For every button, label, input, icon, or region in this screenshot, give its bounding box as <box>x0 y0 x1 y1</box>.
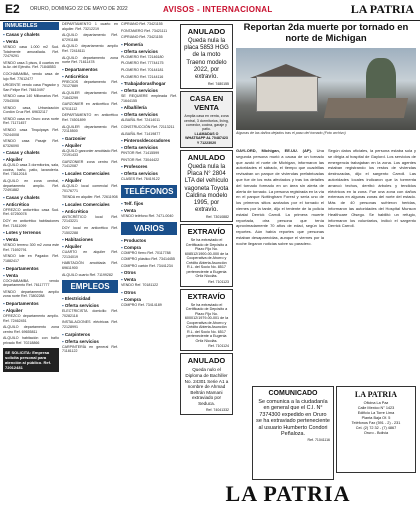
classified-ad: PLOMERO Ref. 77744175 <box>121 61 164 66</box>
classified-ad: ANTICRÉTICO local Ref. 72143221 <box>62 214 118 224</box>
subcategory: ▪ Anticrético <box>3 202 59 207</box>
classified-ad: VENDO casa 140 Millonarios Ref. 72543006 <box>3 94 59 103</box>
ad-list <box>62 80 118 134</box>
office-line: Oficina La Paz <box>363 401 389 405</box>
classified-ad: CLASES Ref. 76419122 <box>121 177 160 182</box>
subcategory: ▪ Otros <box>121 290 177 295</box>
classified-ad: ALQUILER departamento Ref. 71843299 <box>62 90 118 100</box>
ad-list <box>62 309 118 329</box>
ad-list <box>62 22 118 65</box>
classified-ad: VENDO terreno 300 m2 zona este Ref. 71692791 <box>3 243 59 252</box>
classified-ad: PLOMERO Ref. 72144116 <box>121 74 164 79</box>
ad-list <box>3 163 59 193</box>
ad-list <box>121 283 177 288</box>
notice-title: EXTRAVÍO <box>187 227 226 237</box>
classified-ad: PINTOR Ref. 71415599 <box>121 151 160 156</box>
notice-ref: Ref. 7101123 <box>208 279 229 284</box>
subcategory: ▪ Venta <box>3 237 59 242</box>
ad-list <box>62 345 118 354</box>
classified-ad: VENDO casa, Urbanización Cordón Cruz Ref. 69632117 <box>3 105 59 115</box>
section-banner-varios: VARIOS <box>121 222 177 235</box>
classified-ad: CUARTO en alquiler Ref. 72134019 <box>62 250 118 259</box>
notice-ref: Ref. 7480155 <box>207 82 229 87</box>
classified-ad: ALQUILO habitación con baño privado Ref. 70218866 <box>3 336 59 345</box>
classified-ad: HABITACIÓN amoblada Ref. 69611900 <box>62 261 118 270</box>
classified-ad: ALBAÑIL Ref. 72414011 <box>121 118 160 123</box>
ad-list <box>121 22 177 40</box>
notices-column <box>180 22 233 509</box>
classified-ad: COMPRO fierro Ref. 70117788 <box>121 250 171 255</box>
subcategory: ▪ Profesores <box>121 164 177 169</box>
ad-list <box>121 118 177 136</box>
subcategory: ▪ Oferta servicios <box>121 49 177 54</box>
classified-ad: FONTANERO Ref. 73421111 <box>121 28 168 33</box>
photo-debris <box>324 98 408 118</box>
ad-list <box>121 303 177 308</box>
notice-text: Amplia casa en venta, zona central, 3 dormitorios, living, comedor, cocina, garaje y patio. <box>184 114 229 132</box>
subcategory: ▪ Locales Comerciales <box>62 171 118 176</box>
classified-ad: CONSTRUCCIÓN Ref. 72113211 <box>121 124 175 129</box>
classified-ad: VENDO casa 3 pisos, 8 cuartos en la Av. del Ejército. Ref. 71848553 <box>3 60 59 70</box>
classified-ad: COMPRO cartón Ref. 73441234 <box>121 263 173 268</box>
subcategory: ▪ Alquiler <box>62 178 118 183</box>
ad-list <box>121 94 177 103</box>
page-date: ORURO, DOMINGO 22 DE MAYO DE 2022 <box>30 6 128 12</box>
story-headline: Reportan 2da muerte por tornado en norte de Michigan <box>243 22 409 44</box>
subcategory: ▪ Departamentos <box>3 266 59 271</box>
classified-ad: VENDO lote en Pagador. Ref. 71882417 <box>3 254 59 263</box>
subcategory: ▪ Alquiler <box>62 244 118 249</box>
page-header <box>0 0 420 21</box>
subcategory: ▪ Casas y chalets <box>3 195 59 200</box>
subcategory: ▪ Oferta servicios <box>62 303 118 308</box>
ad-list <box>3 314 59 346</box>
classified-ad: ALQUILO garzonier amoblado Ref. 72191433 <box>62 148 118 158</box>
classified-ad: VENDO teléfono Ref. 7471-0040 <box>121 213 174 218</box>
subcategory: ▪ Trabajadoras/hogar <box>121 81 177 86</box>
subcategory: ▪ Venta <box>3 273 59 278</box>
notice-title: ANULADO <box>187 153 226 163</box>
classified-ad: ALQUILO departamento zona norte Ref. 71611478 <box>62 55 118 65</box>
subcategory: ▪ Telf. fijos <box>121 201 177 206</box>
subcategory: ▪ Departamentos <box>62 67 118 72</box>
subcategory: ▪ Anticrético <box>62 209 118 214</box>
classified-ad: TIENDA en alquiler. Ref. 72611908 <box>62 195 118 200</box>
subcategory: ▪ Oferta servicios <box>121 88 177 93</box>
classified-ad: COMPRO plástico Ref. 73414455 <box>121 257 175 262</box>
classified-ad: ALQUILO casa 3 dormitorios, sala, cocina, baño, patio, lavandería. Ref. 73612018 <box>3 163 59 177</box>
notice-extravio-2 <box>180 289 233 352</box>
subcategory: ▪ Departamentos <box>3 301 59 306</box>
notice-text: Queda nulo el Diploma de Bachiller No. 24301 Serie A1 a nombre de Ahmad Beltrán Mamani extraviado por Seduca. <box>184 367 229 407</box>
story-text: Una segunda persona murió a causa de un tornado que azotó el norte de Michigan, informaron las autoridades el sábado, el tiempo que cuadrillas revisaban un parque de viviendas prefabricadas que fue de los más afectados y tras los detalles del tornado formado en un área sin alerta de alerta de tornado. La persona registrada en la vía en el parque Nottingham Forest y sería uno de los primeros sitios azotados por el tornado el viernes por la tarde, dijo el teniente de la policía estatal Derrick Carroll. La primera muerte reportada, otra persona que tenía aproximadamente 70 años de edad, según los reportes. Aún había reportes que personas estaban desaparecidas, aunque el viernes por la noche llegaron noticias sobre su paradero. <box>236 148 324 246</box>
subcategory: ▪ Alquiler <box>3 157 59 162</box>
ad-list <box>121 214 177 219</box>
subcategory: ▪ Casas y chalets <box>3 32 59 37</box>
notice-title: EXTRAVÍO <box>187 291 226 301</box>
notice-ref: Ref. 73010882 <box>206 215 229 220</box>
classifieds-column-2 <box>62 22 118 509</box>
notice-casa-venta <box>180 91 233 148</box>
classified-ad: ALQUILO departamento zona centro Ref. 69655811 <box>3 325 59 334</box>
classified-ad: VENDO casa 1.000 m2 Sud. Totalmente amurallada. Ref. 72479291 <box>3 45 59 59</box>
ad-list <box>3 208 59 228</box>
employment-notice: SE SOLICITA: Empresa solicita personal para atención al público. Ref. 72012481 <box>3 348 59 372</box>
notice-ref: Ref. 71041116 <box>307 438 330 443</box>
office-title: LA PATRIA <box>354 390 398 399</box>
photo-house <box>256 76 318 112</box>
notice-text: Se ha extraviado el Certificado de Depósito a Plazo Fijo No. 608512/1900-00-000 de la Cooperativa de Ahorro y Crédito Abierta Asunción R.L. del Socio No. 8517 perteneciente a Eugenia Ortiz Nicolás. <box>184 238 229 279</box>
ad-list <box>62 184 118 200</box>
office-line: Edificio La Torre Lima <box>357 411 395 415</box>
classified-ad: OFREZCO departamento amplio. Ref. 72462451 <box>3 313 59 323</box>
office-info-box <box>336 386 416 473</box>
notice-title: ANULADO <box>187 356 226 366</box>
page-number: E2 <box>5 2 20 16</box>
subcategory: ▪ Venta <box>121 208 177 213</box>
subcategory: ▪ Otros <box>121 270 177 275</box>
classified-ad: DOY local en anticrético Ref. 71502288 <box>62 226 118 235</box>
ad-list <box>3 45 59 148</box>
subcategory: ▪ Lotes y terrenos <box>3 230 59 235</box>
classified-ad: DOY en anticrético habitaciones Ref. 71811099 <box>3 219 59 228</box>
subcategory: ▪ Anticrético <box>62 74 118 79</box>
subcategory: ▪ Casas y chalets <box>3 150 59 155</box>
story-column-2 <box>328 148 416 384</box>
classified-ad: ALQUILER departamento Ref. 72115500 <box>62 124 118 134</box>
subcategory: ▪ Garzonier <box>62 136 118 141</box>
classified-ad: DEPARTAMENTO en anticrético Ref. 74501899 <box>62 113 118 122</box>
subcategory: ▪ Carpinteros <box>62 332 118 337</box>
subcategory: ▪ Albañilería <box>121 105 177 110</box>
classified-ad: GARZONIER zona centro Ref. 71412087 <box>62 159 118 169</box>
classified-ad: VENDO departamento amplio zona norte Ref. 73802288 <box>3 289 59 299</box>
classified-ad: CIPRIANO Ref. 73421155 <box>121 35 163 40</box>
subcategory: ▪ Productos <box>121 238 177 243</box>
classifieds-column-3 <box>121 22 177 509</box>
section-banner-telefonos: TELÉFONOS <box>121 185 177 198</box>
ad-list <box>62 149 118 169</box>
story-column-1 <box>236 148 324 384</box>
section-banner-empleos: EMPLEOS <box>62 280 118 293</box>
subcategory: ▪ Alquiler <box>3 308 59 313</box>
classifieds-column-1 <box>3 22 59 509</box>
subcategory: ▪ Oferta servicios <box>121 171 177 176</box>
subcategory: ▪ Venta <box>3 39 59 44</box>
newspaper-logo: LA PATRIA <box>350 2 414 16</box>
classified-ad: PINTOR Ref. 73044422 <box>121 157 160 162</box>
classified-ad: VENDO casa Tinquipaya Ref. 70244008 <box>3 127 59 137</box>
office-lines <box>337 401 415 436</box>
classified-ad: PRECIOS departamento Ref. 70127889 <box>62 79 118 89</box>
classified-ad: ELECTRICISTA domicilio Ref. 70282118 <box>62 309 118 318</box>
subcategory: ▪ Oferta servicios <box>121 112 177 117</box>
subcategory: ▪ Pinteros/decoradores <box>121 138 177 143</box>
classified-ad: ALQUILO departamento Ref. 67291188 <box>62 33 118 42</box>
photo-caption: Algunas de las daños dejados tras el paso del tornado (Foto archivo) <box>236 131 346 135</box>
classified-ad: COCHABAMBA vendo departamento Ref. 76117777 <box>3 278 59 288</box>
classified-ad: PLOMERO Ref. 70144181 <box>121 67 164 72</box>
ad-list <box>121 151 177 162</box>
story-photo <box>236 48 416 130</box>
classified-ad: ALBAÑIL Ref. 71419877 <box>121 131 161 136</box>
classified-ad: URGENTE vendo casa Pagador y San Felipe Ref. 76610497 <box>3 83 59 92</box>
classified-ad: VENDO casa Pasaje Ref. 67326090 <box>3 139 59 148</box>
classified-ad: GARZONIER en anticrético Ref. 67011112 <box>62 102 118 111</box>
ad-list <box>62 250 118 277</box>
ad-list <box>62 215 118 235</box>
category-header: INMUEBLES <box>3 22 59 30</box>
subcategory: ▪ Oferta servicios <box>62 339 118 344</box>
office-line: Calle Mexico N° 1423 <box>357 406 395 410</box>
office-line: Planta Baja Of. 5 <box>361 416 391 420</box>
section-title: AVISOS - INTERNACIONAL <box>163 5 273 14</box>
office-line: Cel. (2) 72 32 - (7) 4867 <box>355 426 397 430</box>
ad-list <box>121 177 177 182</box>
classified-ad: ALQUILO local comercial Ref. 70176771 <box>62 184 118 193</box>
office-line: Teléfonos Fax (591 - 2) - 231 <box>351 421 401 425</box>
notice-title: COMUNICADO <box>268 390 318 397</box>
notice-comunicado <box>252 386 334 480</box>
notice-title: ANULADO <box>187 27 226 36</box>
ad-list <box>3 279 59 299</box>
notice-ref: Ref. 7101124 <box>208 344 229 349</box>
subcategory: ▪ Plomería <box>121 42 177 47</box>
office-line: Oruro - Bolivia <box>363 431 389 435</box>
notice-text: Queda nula la Placa N° 2804 LTA del vehículo vagoneta Toyota Caldina modelo 1995, por extravío. <box>184 164 229 214</box>
classified-ad: ALQUILO departamento amplio Ref. 72418111 <box>62 44 118 53</box>
story-text: Según datos oficiales, la persona estaba sola y se dirigía al hospital de Gaylord. Los servicios de emergencia trabajaban en la zona. Los agentes estaban registrando los restos de viviendas destrozadas, dijo el sargento Carroll. Las autoridades locales indicaron que la tormenta arrancó techos, derribó árboles y tendidos eléctricos en la zona. Fue una zona con daños extensos en algunas zonas del norte del estado. Más de 40 personas sufrieron heridas, informaron las autoridades del Hospital Munson Healthcare Otsego. Se habilitó un refugio, informaron los voluntarios, indicó el sargento Derrick Carroll. <box>328 148 416 229</box>
subcategory: ▪ Alquiler <box>62 143 118 148</box>
notice-title: CASA EN VENTA <box>189 94 224 113</box>
classified-ad: SE REQUIERE empleada Ref. 71644155 <box>121 94 177 103</box>
subcategory: ▪ Locales Comerciales <box>62 202 118 207</box>
classified-ad: ALQUILO en zona central, departamento amplio. Ref. 72491882 <box>3 179 59 193</box>
subcategory: ▪ Venta <box>121 277 177 282</box>
notice-text: Se comunica a la ciudadanía en general que el C.I. N° 7374300 expedido en Oruro se ha extraviado perteneciente al usuario Humberto Condori Peñaloza. <box>256 399 330 438</box>
classified-ad: CARPINTERÍA en general Ref. 71181122 <box>62 344 118 354</box>
notice-anulado-1 <box>180 24 233 89</box>
notice-text: Se ha extraviado el Certificado de Depósito a Plazo Fijo No. 600012/1979-00-001 de la Cooperativa de Ahorro y Crédito Abierta Asunción R.L. del Socio No. 6517 perteneciente a Eugenia Ortiz Nicolás. <box>184 302 229 343</box>
ad-list <box>3 243 59 263</box>
photo-tree <box>366 58 396 103</box>
notice-contact: LLAMADAS O WHATSAPP AL 70487423 Y 71223020 <box>185 131 228 145</box>
notice-anulado-3 <box>180 353 233 414</box>
notice-extravio-1 <box>180 224 233 287</box>
notice-anulado-2 <box>180 150 233 222</box>
classified-ad: VENDO casa en Oruro zona norte Ref. 71171457 <box>3 116 59 126</box>
ad-list <box>121 251 177 269</box>
notice-text: Queda nula la placa 5853 HGG de la moto Traeno modelo 2022, por extravío. <box>184 38 229 81</box>
classified-ad: OFREZCO anticrético casa Sud. Ref. 67250078 <box>3 207 59 217</box>
classified-ad: ALQUILO cuarto Ref. 71199282 <box>62 272 113 277</box>
story-dateline: GAYLORD, Michigan, EE.UU. (AP). <box>236 148 312 153</box>
ad-list <box>121 55 177 79</box>
bottom-logo: LA PATRIA <box>225 481 351 506</box>
notice-ref: Ref. 74041332 <box>206 407 229 412</box>
subcategory: ▪ Habitaciones <box>62 237 118 242</box>
classified-ad: PLOMERO Ref. 72146180 <box>121 54 164 59</box>
classified-ad: DEPARTAMENTO 1 cuarto en alquiler. Ref. 73212219 <box>62 22 118 31</box>
classified-ad: CIPRIANO Ref. 73421155 <box>121 22 163 26</box>
subcategory: ▪ Compra <box>121 245 177 250</box>
subcategory: ▪ Compra <box>121 297 177 302</box>
subcategory: ▪ Electricidad <box>62 296 118 301</box>
classified-ad: COCHABAMBA, vendo casa de lujo Ref. 77612477 <box>3 71 59 81</box>
classified-ad: COMPRO Ref. 73414189 <box>121 302 162 307</box>
classified-ad: INSTALACIONES eléctricas Ref. 72128991 <box>62 320 118 329</box>
subcategory: ▪ Oferta servicios <box>121 145 177 150</box>
classified-ad: VENDO Ref. 70181122 <box>121 283 159 288</box>
